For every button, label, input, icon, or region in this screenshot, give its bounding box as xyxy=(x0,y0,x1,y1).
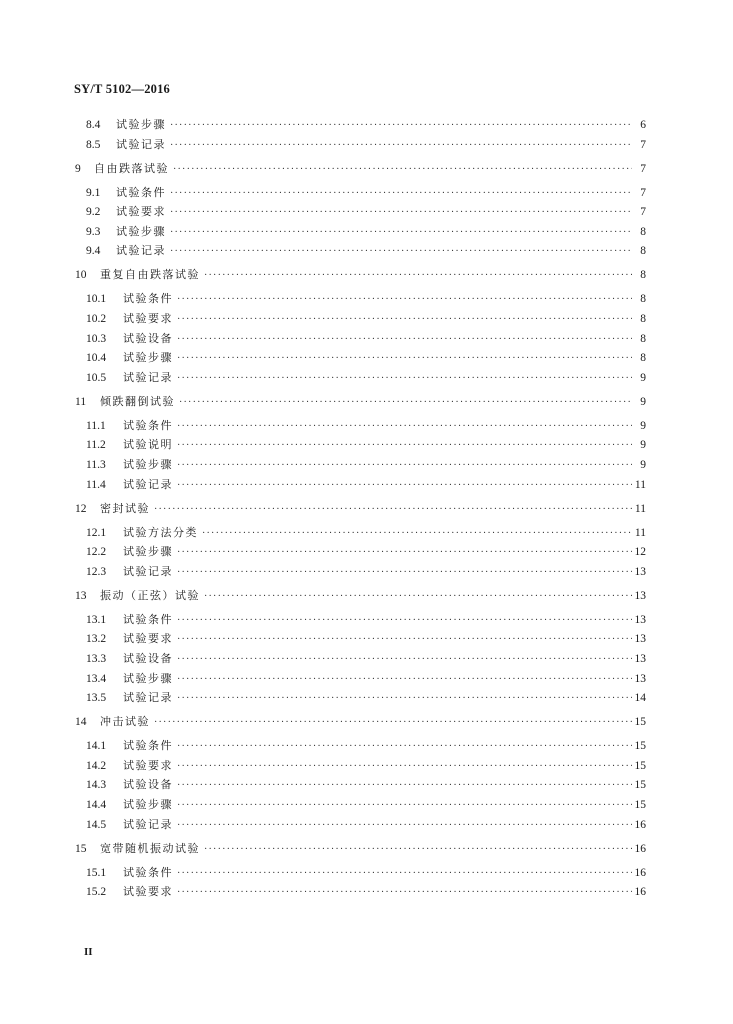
toc-entry-title: 密封试验 xyxy=(100,501,150,515)
toc-section-entry[interactable] xyxy=(86,817,646,833)
toc-entry-page: 9 xyxy=(640,395,646,408)
toc-entry-page: 8 xyxy=(640,293,646,306)
toc-chapter-entry[interactable] xyxy=(75,588,646,604)
toc-entry-title: 试验要求 xyxy=(123,312,173,325)
toc-leader-dots xyxy=(177,759,632,775)
toc-leader-dots xyxy=(170,186,632,202)
toc-leader-dots xyxy=(177,778,632,794)
toc-leader-dots xyxy=(177,798,632,814)
toc-entry-title: 试验步骤 xyxy=(116,224,166,238)
toc-section-entry[interactable] xyxy=(86,738,646,754)
toc-entry-page: 11 xyxy=(634,502,646,515)
toc-leader-dots xyxy=(177,818,632,834)
toc-entry-title: 试验步骤 xyxy=(116,118,166,131)
toc-entry-title: 试验要求 xyxy=(123,885,173,899)
toc-entry-title: 试验记录 xyxy=(116,137,166,151)
toc-leader-dots xyxy=(173,162,632,178)
toc-entry-title: 试验设备 xyxy=(123,778,173,792)
toc-section-entry[interactable] xyxy=(86,525,646,541)
toc-leader-dots xyxy=(177,632,632,648)
toc-entry-page: 7 xyxy=(640,206,646,219)
toc-section-entry[interactable] xyxy=(86,437,646,453)
toc-entry-number: 9.4 xyxy=(86,245,101,258)
toc-entry-page: 13 xyxy=(634,589,646,602)
toc-entry-title: 试验方法分类 xyxy=(123,525,198,539)
toc-entry-number: 13.2 xyxy=(86,633,107,646)
toc-section-entry[interactable] xyxy=(86,777,646,793)
toc-entry-title: 试验设备 xyxy=(123,652,173,665)
toc-entry-page: 15 xyxy=(634,779,646,792)
toc-entry-page: 7 xyxy=(640,186,646,199)
toc-entry-title: 试验要求 xyxy=(116,205,166,219)
toc-entry-title: 试验记录 xyxy=(123,477,173,491)
toc-entry-page: 8 xyxy=(640,225,646,238)
toc-leader-dots xyxy=(170,118,632,134)
toc-entry-title: 试验记录 xyxy=(123,564,173,578)
toc-entry-number: 8.4 xyxy=(86,119,101,131)
toc-entry-title: 试验记录 xyxy=(116,244,166,258)
toc-entry-number: 13 xyxy=(75,589,87,602)
toc-entry-title: 试验步骤 xyxy=(123,545,173,559)
toc-entry-number: 10.1 xyxy=(86,293,107,306)
toc-section-entry[interactable] xyxy=(86,457,646,473)
toc-leader-dots xyxy=(177,371,632,387)
toc-entry-number: 14 xyxy=(75,716,87,729)
toc-leader-dots xyxy=(170,225,632,241)
toc-section-entry[interactable] xyxy=(86,418,646,434)
toc-entry-title: 试验记录 xyxy=(123,370,173,384)
toc-entry-title: 自由跌落试验 xyxy=(94,161,169,175)
toc-entry-number: 13.5 xyxy=(86,692,107,705)
toc-entry-number: 10.5 xyxy=(86,371,107,384)
document-code: SY/T 5102—2016 xyxy=(74,82,170,96)
toc-entry-number: 9.2 xyxy=(86,206,101,219)
toc-leader-dots xyxy=(177,691,632,707)
toc-entry-number: 10.4 xyxy=(86,352,107,365)
toc-entry-title: 试验步骤 xyxy=(123,798,173,811)
toc-leader-dots xyxy=(179,395,632,411)
toc-entry-title: 试验条件 xyxy=(123,612,173,626)
toc-entry-number: 11.1 xyxy=(86,419,106,432)
toc-section-entry[interactable] xyxy=(86,185,646,201)
toc-entry-page: 16 xyxy=(634,886,646,899)
toc-entry-title: 宽带随机振动试验 xyxy=(100,841,200,855)
toc-entry-page: 8 xyxy=(640,269,646,282)
toc-entry-title: 试验记录 xyxy=(123,817,173,831)
toc-entry-title: 试验条件 xyxy=(123,739,173,753)
toc-section-entry[interactable] xyxy=(86,758,646,774)
toc-leader-dots xyxy=(177,866,632,882)
toc-section-entry[interactable] xyxy=(86,331,646,347)
toc-chapter-entry[interactable] xyxy=(75,501,646,517)
toc-entry-page: 15 xyxy=(634,799,646,811)
toc-entry-number: 14.5 xyxy=(86,818,107,831)
toc-section-entry[interactable] xyxy=(86,884,646,900)
toc-entry-page: 15 xyxy=(634,759,646,772)
toc-entry-number: 13.4 xyxy=(86,672,107,685)
toc-leader-dots xyxy=(177,652,632,668)
toc-entry-number: 12.2 xyxy=(86,546,107,559)
toc-entry-number: 14.3 xyxy=(86,779,107,792)
toc-section-entry[interactable] xyxy=(86,370,646,386)
toc-leader-dots xyxy=(177,545,632,561)
toc-entry-title: 试验记录 xyxy=(123,691,173,705)
toc-entry-title: 冲击试验 xyxy=(100,715,150,729)
toc-entry-number: 14.1 xyxy=(86,740,107,753)
toc-entry-title: 倾跌翻倒试验 xyxy=(100,394,175,408)
toc-entry-title: 试验步骤 xyxy=(123,671,173,685)
toc-entry-page: 9 xyxy=(640,459,646,471)
toc-section-entry[interactable] xyxy=(86,651,646,667)
toc-entry-page: 14 xyxy=(634,692,646,705)
toc-entry-number: 10 xyxy=(75,269,87,282)
toc-entry-title: 试验步骤 xyxy=(123,458,173,471)
toc-chapter-entry[interactable] xyxy=(75,841,646,857)
toc-entry-title: 试验条件 xyxy=(123,418,173,432)
toc-entry-page: 13 xyxy=(634,613,646,626)
toc-entry-number: 11.2 xyxy=(86,439,106,452)
toc-entry-number: 15.1 xyxy=(86,866,107,879)
toc-entry-number: 13.3 xyxy=(86,653,107,665)
toc-chapter-entry[interactable] xyxy=(75,267,646,283)
toc-entry-number: 9.1 xyxy=(86,186,101,199)
toc-entry-title: 试验要求 xyxy=(123,632,173,646)
toc-entry-page: 13 xyxy=(634,633,646,646)
toc-leader-dots xyxy=(204,268,632,284)
toc-entry-number: 9.3 xyxy=(86,225,101,238)
toc-entry-number: 12.3 xyxy=(86,565,107,578)
toc-entry-number: 15 xyxy=(75,842,87,855)
toc-entry-title: 试验条件 xyxy=(116,185,166,199)
toc-entry-page: 8 xyxy=(640,352,646,365)
toc-leader-dots xyxy=(177,565,632,581)
toc-section-entry[interactable] xyxy=(86,243,646,259)
toc-entry-page: 12 xyxy=(634,546,646,559)
toc-leader-dots xyxy=(154,715,632,731)
toc-leader-dots xyxy=(204,589,632,605)
toc-entry-number: 12.1 xyxy=(86,526,107,539)
toc-entry-number: 12 xyxy=(75,502,87,515)
toc-section-entry[interactable] xyxy=(86,544,646,560)
toc-leader-dots xyxy=(202,526,632,542)
toc-entry-page: 15 xyxy=(634,716,646,729)
toc-leader-dots xyxy=(177,885,632,901)
toc-leader-dots xyxy=(170,244,632,260)
toc-entry-page: 16 xyxy=(634,818,646,831)
toc-leader-dots xyxy=(177,613,632,629)
toc-entry-number: 13.1 xyxy=(86,613,107,626)
toc-entry-number: 9 xyxy=(75,162,81,175)
toc-leader-dots xyxy=(177,438,632,454)
toc-entry-page: 6 xyxy=(640,119,646,131)
toc-section-entry[interactable] xyxy=(86,117,646,133)
toc-section-entry[interactable] xyxy=(86,477,646,493)
toc-leader-dots xyxy=(154,502,632,518)
toc-section-entry[interactable] xyxy=(86,631,646,647)
toc-entry-page: 9 xyxy=(640,419,646,432)
toc-entry-page: 13 xyxy=(634,565,646,578)
toc-leader-dots xyxy=(177,312,632,328)
toc-entry-page: 11 xyxy=(634,478,646,491)
toc-entry-number: 14.2 xyxy=(86,759,107,772)
toc-section-entry[interactable] xyxy=(86,311,646,327)
toc-entry-title: 重复自由跌落试验 xyxy=(100,268,200,282)
page-number-footer: II xyxy=(84,946,93,958)
toc-entry-page: 13 xyxy=(634,653,646,665)
toc-entry-page: 7 xyxy=(640,138,646,151)
toc-leader-dots xyxy=(177,458,632,474)
toc-entry-title: 试验要求 xyxy=(123,758,173,772)
toc-leader-dots xyxy=(177,292,632,308)
toc-leader-dots xyxy=(170,138,632,154)
toc-leader-dots xyxy=(177,419,632,435)
toc-entry-number: 11.4 xyxy=(86,478,106,491)
toc-entry-title: 试验步骤 xyxy=(123,351,173,365)
toc-entry-number: 8.5 xyxy=(86,138,101,151)
toc-leader-dots xyxy=(177,478,632,494)
toc-entry-title: 振动（正弦）试验 xyxy=(100,588,200,602)
toc-section-entry[interactable] xyxy=(86,204,646,220)
toc-entry-page: 8 xyxy=(640,332,646,345)
toc-entry-page: 7 xyxy=(640,162,646,175)
toc-leader-dots xyxy=(170,205,632,221)
toc-entry-number: 11.3 xyxy=(86,459,106,471)
toc-entry-number: 11 xyxy=(75,395,87,408)
toc-chapter-entry[interactable] xyxy=(75,714,646,730)
toc-leader-dots xyxy=(177,332,632,348)
toc-section-entry[interactable] xyxy=(86,224,646,240)
toc-section-entry[interactable] xyxy=(86,612,646,628)
toc-entry-page: 16 xyxy=(634,842,646,855)
toc-entry-page: 9 xyxy=(640,439,646,452)
toc-entry-page: 8 xyxy=(640,313,646,325)
toc-leader-dots xyxy=(204,842,632,858)
toc-section-entry[interactable] xyxy=(86,350,646,366)
toc-chapter-entry[interactable] xyxy=(75,161,646,177)
toc-section-entry[interactable] xyxy=(86,865,646,881)
toc-leader-dots xyxy=(177,739,632,755)
toc-entry-number: 15.2 xyxy=(86,886,107,899)
toc-entry-title: 试验条件 xyxy=(123,292,173,306)
toc-section-entry[interactable] xyxy=(86,291,646,307)
toc-section-entry[interactable] xyxy=(86,564,646,580)
toc-leader-dots xyxy=(177,672,632,688)
toc-chapter-entry[interactable] xyxy=(75,394,646,410)
toc-section-entry[interactable] xyxy=(86,690,646,706)
toc-entry-title: 试验说明 xyxy=(123,438,173,452)
toc-entry-title: 试验设备 xyxy=(123,331,173,345)
toc-entry-title: 试验条件 xyxy=(123,865,173,879)
toc-entry-page: 8 xyxy=(640,245,646,258)
toc-entry-page: 11 xyxy=(634,526,646,539)
toc-section-entry[interactable] xyxy=(86,671,646,687)
toc-section-entry[interactable] xyxy=(86,797,646,813)
toc-section-entry[interactable] xyxy=(86,137,646,153)
toc-entry-number: 10.3 xyxy=(86,332,107,345)
toc-entry-page: 9 xyxy=(640,371,646,384)
toc-entry-page: 16 xyxy=(634,866,646,879)
toc-entry-page: 13 xyxy=(634,672,646,685)
toc-entry-number: 14.4 xyxy=(86,799,107,811)
toc-entry-page: 15 xyxy=(634,740,646,753)
toc-leader-dots xyxy=(177,351,632,367)
toc-entry-number: 10.2 xyxy=(86,313,107,325)
